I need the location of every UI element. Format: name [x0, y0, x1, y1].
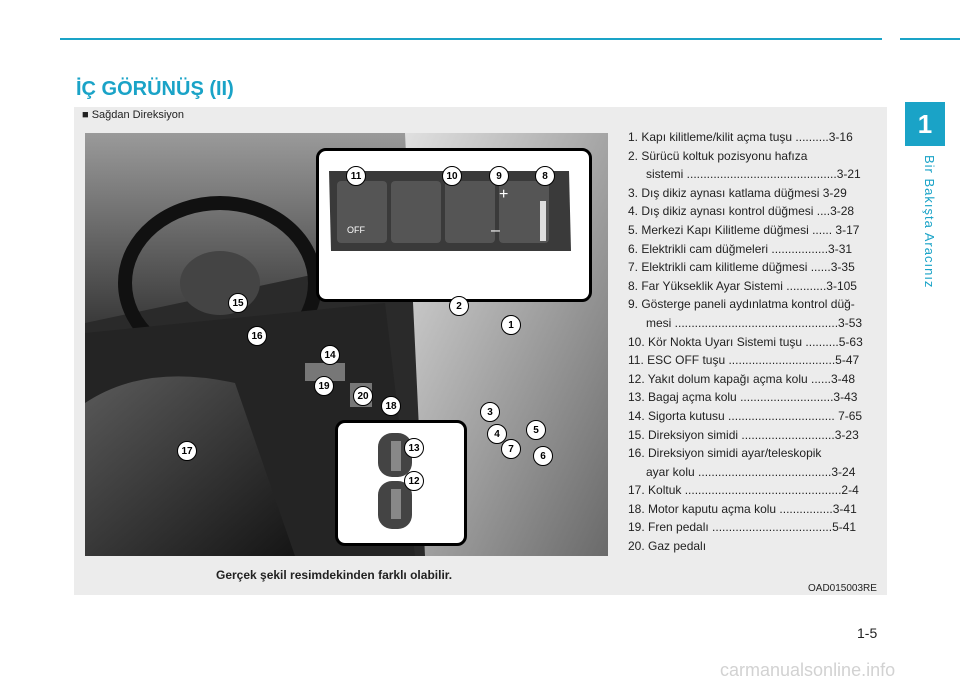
legend-item: 13. Bagaj açma kolu ............................3-43: [628, 390, 858, 405]
callout-16: 16: [247, 326, 267, 346]
plus-label: +: [499, 186, 509, 203]
callout-8: 8: [535, 166, 555, 186]
callout-17: 17: [177, 441, 197, 461]
legend-item: sistemi .............................................3-21: [646, 167, 861, 182]
legend-item: 20. Gaz pedalı: [628, 539, 707, 554]
chapter-number-tab[interactable]: 1: [905, 102, 945, 146]
legend-item: 8. Far Yükseklik Ayar Sistemi ............3-105: [628, 278, 857, 293]
callout-3: 3: [480, 402, 500, 422]
callout-2: 2: [449, 296, 469, 316]
callout-1: 1: [501, 315, 521, 335]
callout-7: 7: [501, 439, 521, 459]
legend-item: 14. Sigorta kutusu ................................ 7-65: [628, 408, 863, 423]
legend-item: 16. Direksiyon simidi ayar/teleskopik: [628, 446, 822, 461]
legend-item: 10. Kör Nokta Uyarı Sistemi tuşu ..........5-63: [628, 334, 863, 349]
callout-20: 20: [353, 386, 373, 406]
legend-item: 4. Dış dikiz aynası kontrol düğmesi ....3-28: [628, 204, 855, 219]
legend-item: 17. Koltuk ...............................................2-4: [628, 483, 859, 498]
legend-item: 6. Elektrikli cam düğmeleri .................3-31: [628, 241, 853, 256]
callout-4: 4: [487, 424, 507, 444]
page-title: İÇ GÖRÜNÜŞ (II): [76, 78, 234, 100]
callout-13: 13: [404, 438, 424, 458]
callout-12: 12: [404, 471, 424, 491]
callout-9: 9: [489, 166, 509, 186]
legend-item: mesi .................................................3-53: [646, 315, 863, 330]
legend-item: 9. Gösterge paneli aydınlatma kontrol düğ-: [628, 297, 855, 312]
chapter-title: Bir Bakışta Aracınız: [922, 155, 937, 289]
callout-11: 11: [346, 166, 366, 186]
callout-6: 6: [533, 446, 553, 466]
callout-14: 14: [320, 345, 340, 365]
header-rule-side: [900, 38, 960, 40]
legend-item: 5. Merkezi Kapı Kilitleme düğmesi ...... 3-17: [628, 222, 860, 237]
fuel-lever-illustration: [338, 423, 458, 537]
header-rule: [60, 38, 882, 40]
figure-notice: Gerçek şekil resimdekinden farklı olabilir.: [216, 568, 453, 582]
watermark: carmanualsonline.info: [720, 660, 896, 680]
legend-item: 3. Dış dikiz aynası katlama düğmesi 3-29: [628, 185, 847, 200]
legend-item: 12. Yakıt dolum kapağı açma kolu ......3-48: [628, 371, 856, 386]
figure-subtitle: ■ Sağdan Direksiyon: [82, 109, 185, 121]
legend-item: ayar kolu ........................................3-24: [646, 464, 856, 479]
legend-item: 15. Direksiyon simidi ............................3-23: [628, 427, 859, 442]
esc-off-label: OFF: [347, 225, 365, 235]
legend-item: 7. Elektrikli cam kilitleme düğmesi ......3-35: [628, 260, 855, 275]
legend-item: 1. Kapı kilitleme/kilit açma tuşu ..........3-16: [628, 130, 853, 144]
callout-18: 18: [381, 396, 401, 416]
legend-item: 2. Sürücü koltuk pozisyonu hafıza: [628, 148, 808, 163]
minus-label: –: [491, 222, 500, 239]
callout-5: 5: [526, 420, 546, 440]
callout-19: 19: [314, 376, 334, 396]
callout-15: 15: [228, 293, 248, 313]
legend-item: 19. Fren pedalı ....................................5-41: [628, 520, 857, 535]
fuel-lever-inset: [335, 420, 467, 546]
page-number: 1-5: [857, 625, 878, 641]
callout-10: 10: [442, 166, 462, 186]
legend-item: 11. ESC OFF tuşu ................................5-47: [628, 353, 860, 368]
image-code: OAD015003RE: [808, 583, 877, 594]
component-legend: [628, 128, 880, 556]
legend-item: 18. Motor kaputu açma kolu ................3-41: [628, 501, 857, 516]
